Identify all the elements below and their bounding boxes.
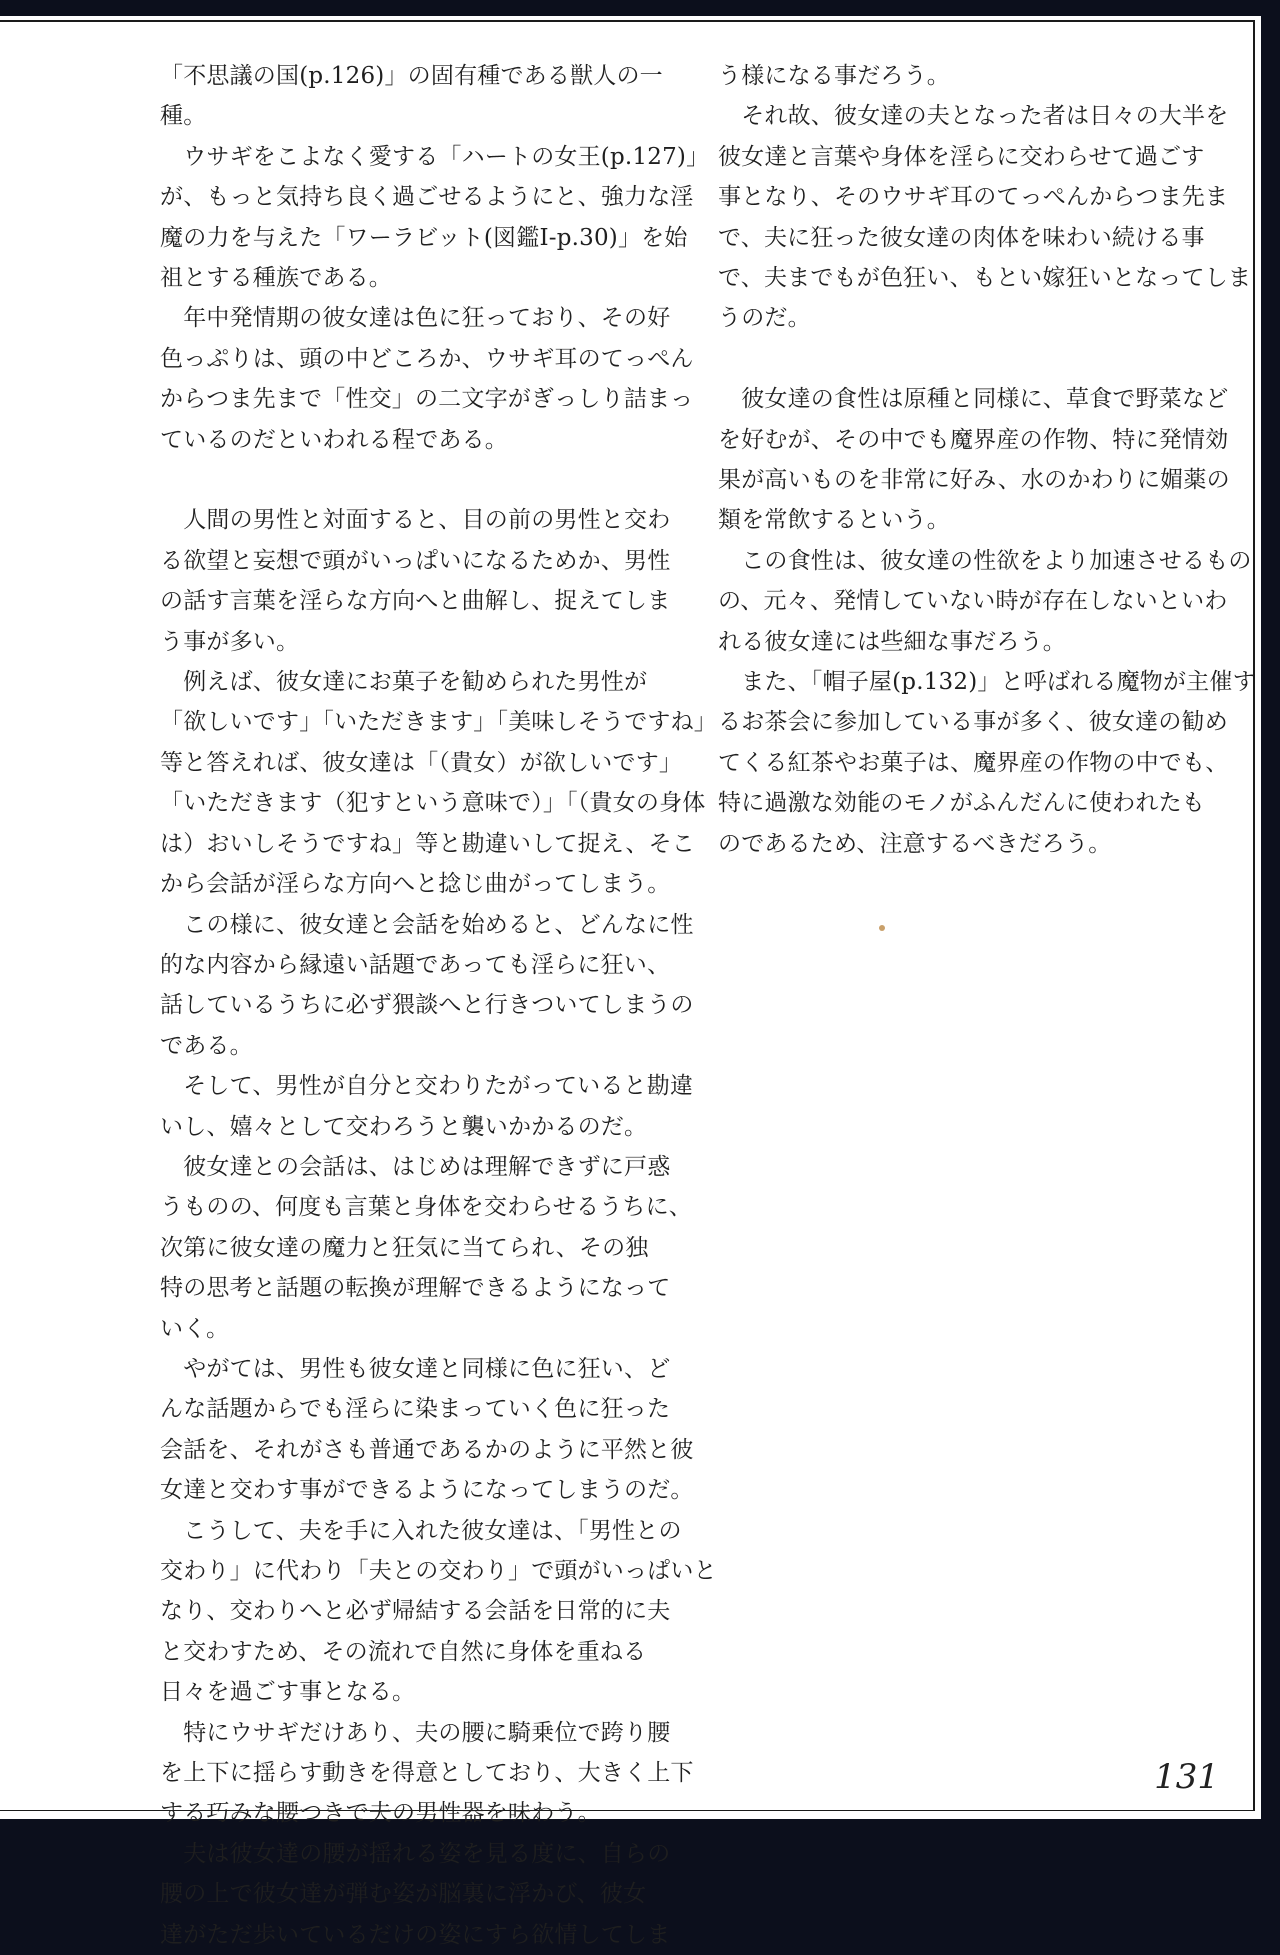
text-line: のであるため、注意するべきだろう。 xyxy=(718,830,1112,857)
text-line: 話しているうちに必ず猥談へと行きついてしまうの xyxy=(160,992,694,1019)
text-line: で、夫までもが色狂い、もとい嫁狂いとなってしま xyxy=(718,265,1252,292)
text-line: 夫は彼女達の腰が揺れる姿を見る度に、自らの xyxy=(160,1840,671,1867)
text-line: 年中発情期の彼女達は色に狂っており、その好 xyxy=(160,305,671,332)
text-line: いく。 xyxy=(160,1315,230,1342)
text-line: 的な内容から縁遠い話題であっても淫らに狂い、 xyxy=(160,951,671,978)
text-line: 彼女達と言葉や身体を淫らに交わらせて過ごす xyxy=(718,143,1205,170)
text-line: 等と答えれば、彼女達は「（貴女）が欲しいです」 xyxy=(160,749,683,776)
text-line: と交わすため、その流れで自然に身体を重ねる xyxy=(160,1638,647,1665)
text-line: 女達と交わす事ができるようになってしまうのだ。 xyxy=(160,1477,694,1504)
text-line: が、もっと気持ち良く過ごせるようにと、強力な淫 xyxy=(160,184,694,211)
text-line: 交わり」に代わり「夫との交わり」で頭がいっぱいと xyxy=(160,1558,717,1585)
text-line: を好むが、その中でも魔界産の作物、特に発情効 xyxy=(718,426,1229,453)
text-line: こうして、夫を手に入れた彼女達は、「男性との xyxy=(160,1517,682,1544)
text-line: 魔の力を与えた「ワーラビット(図鑑Ⅰ-p.30)」を始 xyxy=(160,224,688,251)
text-line: で、夫に狂った彼女達の肉体を味わい続ける事 xyxy=(718,224,1205,251)
text-line: である。 xyxy=(160,1032,253,1059)
text-line: 祖とする種族である。 xyxy=(160,265,392,292)
book-page xyxy=(0,16,1261,1948)
text-line: 「不思議の国(p.126)」の固有種である獣人の一 xyxy=(160,63,663,89)
text-line: 日々を過ごす事となる。 xyxy=(160,1679,416,1706)
text-line: 腰の上で彼女達が弾む姿が脳裏に浮かび、彼女 xyxy=(160,1881,647,1908)
left-text-column xyxy=(160,56,717,1955)
text-line: る欲望と妄想で頭がいっぱいになるためか、男性 xyxy=(160,547,671,574)
text-line: 彼女達の食性は原種と同様に、草食で野菜など xyxy=(718,386,1229,413)
text-line: 特に過激な効能のモノがふんだんに使われたも xyxy=(718,790,1205,817)
text-line: んな話題からでも淫らに染まっていく色に狂った xyxy=(160,1396,671,1423)
text-line: そして、男性が自分と交わりたがっていると勘違 xyxy=(160,1073,694,1100)
text-line: 特の思考と話題の転換が理解できるようになって xyxy=(160,1275,671,1302)
text-line: は）おいしそうですね」等と勘違いして捉え、そこ xyxy=(160,830,695,857)
text-line: 次第に彼女達の魔力と狂気に当てられ、その独 xyxy=(160,1234,649,1261)
text-line: この様に、彼女達と会話を始めると、どんなに性 xyxy=(160,911,694,938)
text-line: ウサギをこよなく愛する「ハートの女王(p.127)」 xyxy=(160,143,710,170)
text-line: 人間の男性と対面すると、目の前の男性と交わ xyxy=(160,507,671,534)
text-line: 彼女達との会話は、はじめは理解できずに戸惑 xyxy=(160,1153,671,1180)
text-line: ているのだといわれる程である。 xyxy=(160,426,508,453)
text-line: 「いただきます（犯すという意味で）」「（貴女の身体 xyxy=(160,790,706,817)
text-line: なり、交わりへと必ず帰結する会話を日常的に夫 xyxy=(160,1598,671,1625)
text-line: 種。 xyxy=(160,103,207,130)
page-number: 131 xyxy=(1154,1757,1219,1797)
text-line: う事が多い。 xyxy=(160,628,300,655)
text-line: 事となり、そのウサギ耳のてっぺんからつま先ま xyxy=(718,184,1229,211)
text-line: 「欲しいです」「いただきます」「美味しそうですね」 xyxy=(160,709,717,736)
text-line: の、元々、発情していない時が存在しないといわ xyxy=(718,588,1228,615)
text-line: する巧みな腰つきで夫の男性器を味わう。 xyxy=(160,1800,601,1827)
text-line: 会話を、それがさも普通であるかのように平然と彼 xyxy=(160,1436,694,1463)
text-line: 達がただ歩いているだけの姿にすら欲情してしま xyxy=(160,1921,671,1948)
text-line: 色っぷりは、頭の中どころか、ウサギ耳のてっぺん xyxy=(160,345,694,372)
text-line: るお茶会に参加している事が多く、彼女達の勧め xyxy=(718,709,1228,736)
text-line: を上下に揺らす動きを得意としており、大きく上下 xyxy=(160,1760,694,1787)
text-line: この食性は、彼女達の性欲をより加速させるもの xyxy=(718,547,1252,574)
text-line: れる彼女達には些細な事だろう。 xyxy=(718,628,1066,655)
text-line: 特にウサギだけあり、夫の腰に騎乗位で跨り腰 xyxy=(160,1719,671,1746)
right-text-column xyxy=(718,56,1256,864)
text-line: また、「帽子屋(p.132)」と呼ばれる魔物が主催す xyxy=(718,669,1256,696)
text-line: からつま先まで「性交」の二文字がぎっしり詰まっ xyxy=(160,386,694,413)
print-speck xyxy=(879,925,885,931)
text-line xyxy=(718,339,1248,379)
text-line: それ故、彼女達の夫となった者は日々の大半を xyxy=(718,103,1229,130)
text-line xyxy=(160,460,665,500)
text-line: てくる紅茶やお菓子は、魔界産の作物の中でも、 xyxy=(718,749,1229,776)
text-line: の話す言葉を淫らな方向へと曲解し、捉えてしま xyxy=(160,588,671,615)
text-line: いし、嬉々として交わろうと襲いかかるのだ。 xyxy=(160,1113,648,1140)
text-line: うのだ。 xyxy=(718,305,811,332)
text-line: 果が高いものを非常に好み、水のかわりに媚薬の xyxy=(718,467,1230,494)
text-line: やがては、男性も彼女達と同様に色に狂い、ど xyxy=(160,1355,671,1382)
text-line: から会話が淫らな方向へと捻じ曲がってしまう。 xyxy=(160,871,671,898)
text-line: うものの、何度も言葉と身体を交わらせるうちに、 xyxy=(160,1194,692,1221)
text-line: 例えば、彼女達にお菓子を勧められた男性が xyxy=(160,669,648,696)
text-line: 類を常飲するという。 xyxy=(718,507,950,534)
text-line: う様になる事だろう。 xyxy=(718,63,950,89)
